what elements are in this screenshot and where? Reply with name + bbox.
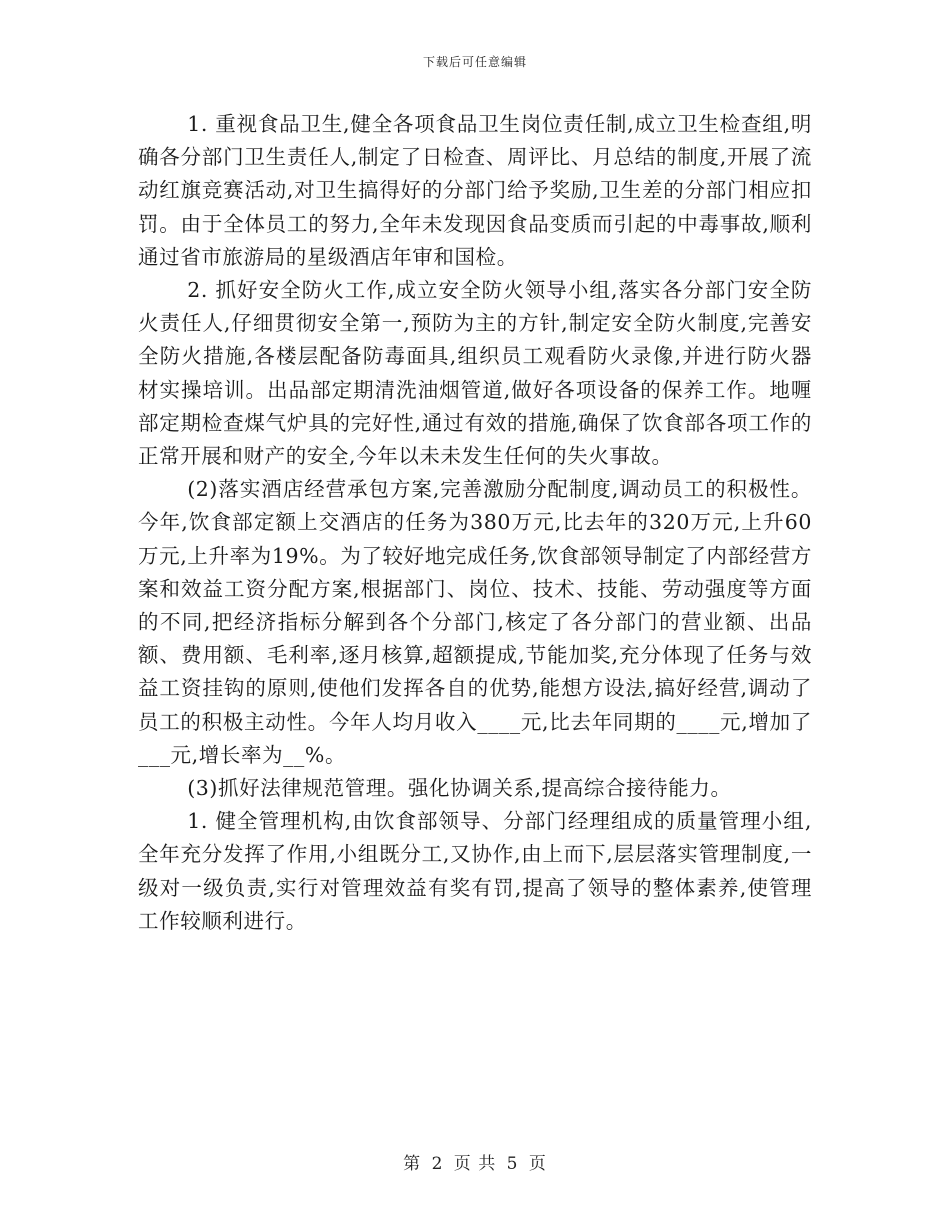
paragraph-contract-incentive: (2)落实酒店经营承包方案,完善激励分配制度,调动员工的积极性。今年,饮食部定额上交酒店的任务为380万元,比去年的320万元,上升60万元,上升率为19%。为了较好地完成任务,饮食部领导制定了内部经营方案和效益工资分配方案,根据部门、岗位、技术、技能、劳动强度等方面的不同,把经济指标分解到各个分部门,核定了各分部门的营业额、出品额、费用额、毛利率,逐月核算,超额提成,节能加奖,充分体现了任务与效益工资挂钩的原则,使他们发挥各自的优势,能想方设法,搞好经营,调动了员工的积极主动性。今年人均月收入____元,比去年同期的____元,增加了___元,增长率为__%。 — [138, 477, 812, 767]
document-body — [138, 108, 812, 938]
footer-current-page: 2 — [431, 1154, 444, 1174]
paragraph-food-hygiene: 1. 重视食品卫生,健全各项食品卫生岗位责任制,成立卫生检查组,明确各分部门卫生责任人,制定了日检查、周评比、月总结的制度,开展了流动红旗竞赛活动,对卫生搞得好的分部门给予奖励,卫生差的分部门相应扣罚。由于全体员工的努力,全年未发现因食品变质而引起的中毒事故,顺利通过省市旅游局的星级酒店年审和国检。 — [138, 112, 812, 269]
paragraph-fire-safety: 2. 抓好安全防火工作,成立安全防火领导小组,落实各分部门安全防火责任人,仔细贯彻安全第一,预防为主的方针,制定安全防火制度,完善安全防火措施,各楼层配备防毒面具,组织员工观看防火录像,并进行防火器材实操培训。出品部定期清洗油烟管道,做好各项设备的保养工作。地喱部定期检查煤气炉具的完好性,通过有效的措施,确保了饮食部各项工作的正常开展和财产的安全,今年以未未发生任何的失火事故。 — [138, 278, 812, 469]
paragraph-legal-management: (3)抓好法律规范管理。强化协调关系,提高综合接待能力。 — [187, 776, 732, 801]
footer-suffix: 页 — [528, 1154, 547, 1174]
paragraph-management-organization: 1. 健全管理机构,由饮食部领导、分部门经理组成的质量管理小组,全年充分发挥了作用,小组既分工,又协作,由上而下,层层落实管理制度,一级对一级负责,实行对管理效益有奖有罚,提高了领导的整体素养,使管理工作较顺利进行。 — [138, 809, 812, 933]
page-header-note: 下载后可任意编辑 — [422, 55, 527, 69]
footer-middle: 页 共 — [453, 1154, 497, 1174]
footer-prefix: 第 — [403, 1154, 422, 1174]
page-number-footer — [0, 1149, 950, 1174]
footer-total-pages: 5 — [506, 1154, 519, 1174]
